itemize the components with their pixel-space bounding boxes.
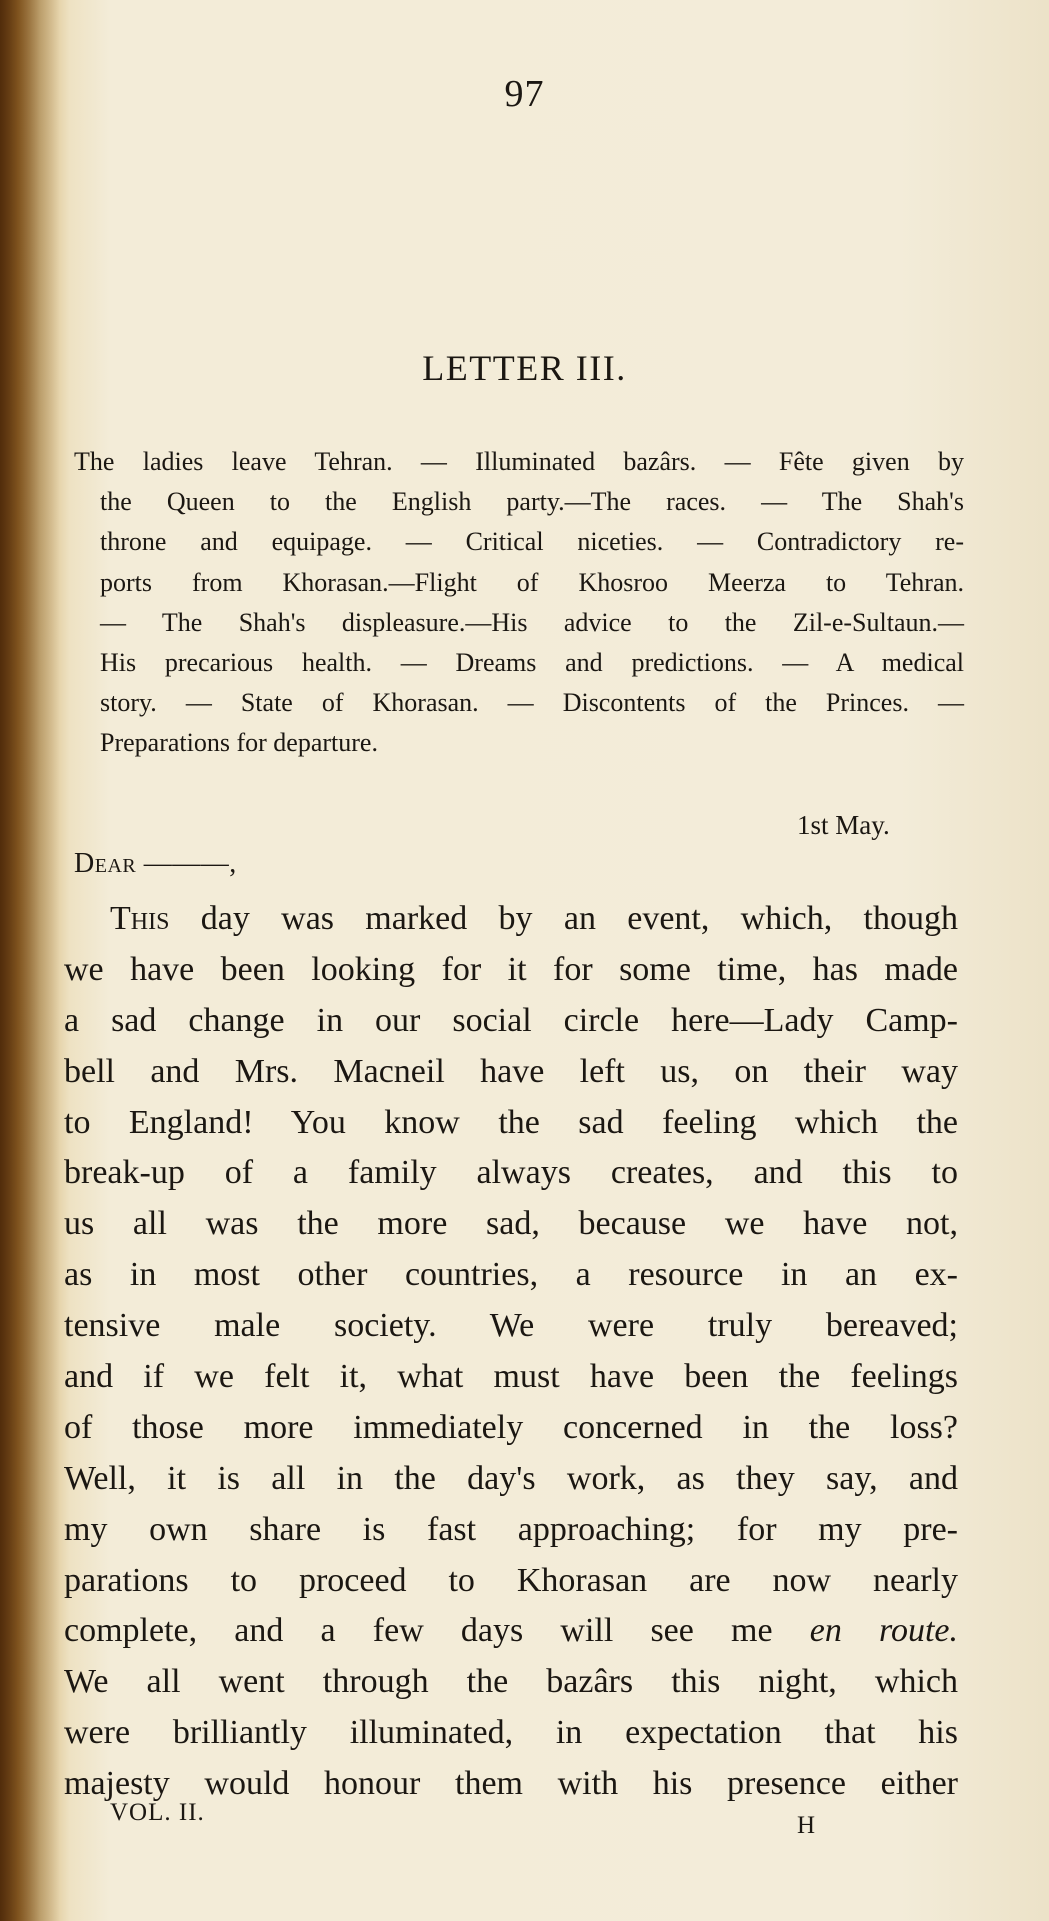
- body-line: Well, it is all in the day's work, as they say, and: [64, 1459, 958, 1497]
- salutation: Dear ———,: [74, 848, 237, 879]
- summary-line: Preparations for departure.: [100, 728, 378, 758]
- body-en-route-before: complete, and a few days will see me: [64, 1612, 773, 1650]
- body-line: bell and Mrs. Macneil have left us, on their way: [64, 1052, 958, 1090]
- page-edge-shadow: [0, 0, 60, 1921]
- body-line: and if we felt it, what must have been the feelings: [64, 1358, 958, 1396]
- summary-line: throne and equipage. — Critical niceties. — Contradictory re-: [100, 527, 964, 557]
- body-line: to England! You know the sad feeling which the: [64, 1103, 958, 1141]
- body-line: majesty would honour them with his presence either: [64, 1765, 958, 1803]
- body-line: were brilliantly illuminated, in expectation that his: [64, 1714, 958, 1752]
- body-line: [64, 894, 958, 945]
- body-line: we have been looking for it for some time, has made: [64, 950, 958, 988]
- summary-line: — The Shah's displeasure.—His advice to the Zil-e-Sultaun.—: [100, 607, 964, 637]
- page-number: 97: [504, 73, 545, 115]
- summary-line: ports from Khorasan.—Flight of Khosroo Meerza to Tehran.: [100, 567, 964, 597]
- letter-body: [64, 894, 958, 1810]
- letter-title: LETTER III.: [422, 348, 627, 388]
- summary-line: His precarious health. — Dreams and predictions. — A medical: [100, 647, 964, 677]
- body-first-rest: day was marked by an event, which, though: [200, 900, 958, 937]
- footer-volume: VOL. II.: [110, 1799, 205, 1826]
- footer-signature: H: [797, 1812, 816, 1839]
- body-line: We all went through the bazârs this night, which: [64, 1663, 958, 1701]
- body-en-route-italic: en route.: [809, 1612, 958, 1650]
- summary-line: the Queen to the English party.—The races. — The Shah's: [100, 487, 964, 517]
- body-line: us all was the more sad, because we have not,: [64, 1205, 958, 1243]
- body-line: as in most other countries, a resource in an ex-: [64, 1256, 958, 1294]
- summary-line: story. — State of Khorasan. — Discontents of the Princes. —: [100, 688, 964, 718]
- chapter-summary: [74, 442, 964, 764]
- body-line: [64, 1606, 958, 1657]
- body-line: tensive male society. We were truly bereaved;: [64, 1307, 958, 1345]
- body-first-word: This: [110, 900, 170, 937]
- body-line: a sad change in our social circle here—Lady Camp-: [64, 1001, 958, 1039]
- body-line: of those more immediately concerned in the loss?: [64, 1408, 958, 1446]
- letter-date: 1st May.: [797, 810, 890, 840]
- summary-line: The ladies leave Tehran. — Illuminated bazârs. — Fête given by: [74, 447, 964, 476]
- body-line: my own share is fast approaching; for my pre-: [64, 1510, 958, 1548]
- body-line: parations to proceed to Khorasan are now nearly: [64, 1561, 958, 1599]
- body-line: break-up of a family always creates, and this to: [64, 1154, 958, 1192]
